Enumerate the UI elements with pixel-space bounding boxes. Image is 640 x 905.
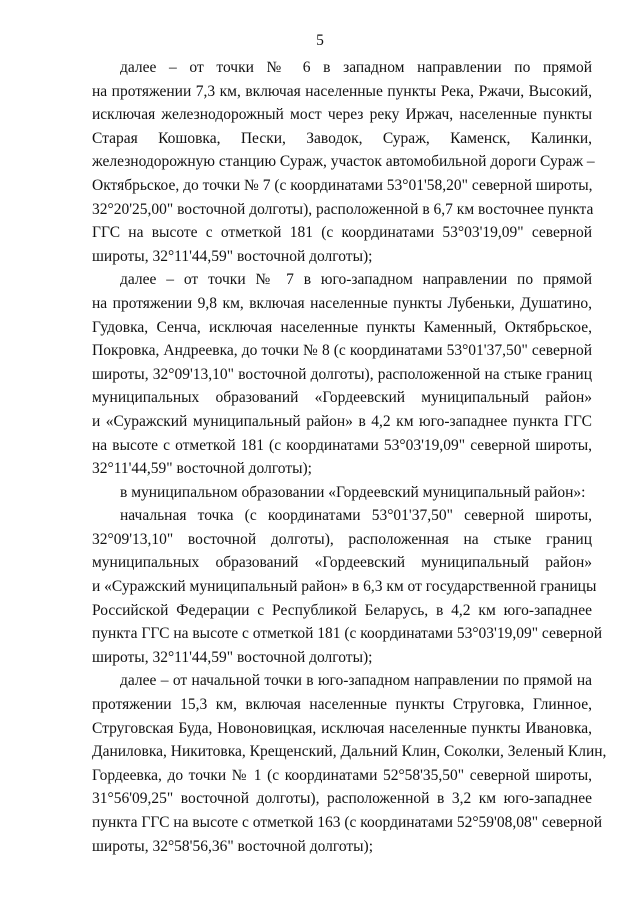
text-line: Российской Федерации с Республикой Беларусь, в 4,2 км юго-западнее — [92, 601, 592, 619]
text-line: на протяжении 7,3 км, включая населенные пункты Река, Ржачи, Высокий, — [92, 82, 592, 100]
text-line: протяжении 15,3 км, включая населенные пункты Струговка, Глинное, — [92, 696, 592, 714]
text-line: 32°11'44,59" восточной долготы); — [92, 460, 312, 478]
text-line: Октябрьское, до точки № 7 (с координатами 53°01'58,20" северной широты, — [92, 176, 593, 194]
paragraph-4 — [92, 504, 603, 669]
text-line: далее – от начальной точки в юго-западном направлении по прямой на — [120, 672, 592, 690]
text-line: широты, 32°09'13,10" восточной долготы), расположенной на стыке границ — [92, 365, 592, 383]
text-line: и «Суражский муниципальный район» в 6,3 км от государственной границы — [92, 578, 597, 596]
document-body — [92, 56, 607, 858]
text-line: широты, 32°11'44,59" восточной долготы); — [92, 247, 373, 265]
paragraph-2 — [92, 268, 592, 480]
text-line: широты, 32°11'44,59" восточной долготы); — [92, 648, 373, 666]
text-line: ГГС на высоте с отметкой 181 (с координатами 53°03'19,09" северной — [92, 224, 592, 242]
text-line: Гордеевка, до точки № 1 (с координатами 52°58'35,50" северной широты, — [92, 766, 592, 784]
text-line: муниципальных образований «Гордеевский муниципальный район» — [92, 554, 592, 572]
text-line: Даниловка, Никитовка, Крещенский, Дальний Клин, Соколки, Зеленый Клин, — [92, 743, 607, 761]
text-line: пункта ГГС на высоте с отметкой 163 (с координатами 52°59'08,08" северной — [92, 814, 603, 831]
paragraph-1 — [92, 56, 595, 268]
text-line: Покровка, Андреевка, до точки № 8 (с координатами 53°01'37,50" северной — [92, 342, 592, 360]
text-line: в муниципальном образовании «Гордеевский муниципальный район»: — [120, 483, 586, 501]
text-line: широты, 32°58'56,36" восточной долготы); — [92, 837, 374, 855]
paragraph-3 — [92, 481, 592, 505]
text-line: начальная точка (с координатами 53°01'37,50" северной широты, — [120, 507, 592, 525]
text-line: Струговская Буда, Новоновицкая, исключая населенные пункты Ивановка, — [92, 719, 592, 737]
text-line: Гудовка, Сенча, исключая населенные пункты Каменный, Октябрьское, — [92, 318, 592, 336]
text-line: и «Суражский муниципальный район» в 4,2 км юго-западнее пункта ГГС — [92, 412, 592, 430]
text-line: муниципальных образований «Гордеевский муниципальный район» — [92, 389, 592, 407]
text-line: 32°09'13,10" восточной долготы), расположенная на стыке границ — [92, 530, 592, 548]
page-number: 5 — [316, 32, 324, 49]
text-line: далее – от точки № 7 в юго-западном направлении по прямой — [120, 271, 592, 289]
text-line: 32°20'25,00" восточной долготы), расположенной в 6,7 км восточнее пункта — [92, 200, 594, 218]
text-line: Старая Кошовка, Пески, Заводок, Сураж, Каменск, Калинки, — [92, 129, 592, 147]
text-line: железнодорожную станцию Сураж, участок автомобильной дороги Сураж – — [92, 153, 595, 171]
text-line: далее – от точки № 6 в западном направлении по прямой — [120, 59, 592, 76]
text-line: пункта ГГС на высоте с отметкой 181 (с координатами 53°03'19,09" северной — [92, 625, 603, 643]
text-line: исключая железнодорожный мост через реку Иржач, населенные пункты — [92, 106, 592, 124]
text-line: 31°56'09,25" восточной долготы), расположенной в 3,2 км юго-западнее — [92, 790, 592, 808]
text-line: на высоте с отметкой 181 (с координатами 53°03'19,09" северной широты, — [92, 436, 592, 454]
paragraph-5 — [92, 669, 607, 858]
text-line: на протяжении 9,8 км, включая населенные пункты Лубеньки, Душатино, — [92, 294, 592, 312]
